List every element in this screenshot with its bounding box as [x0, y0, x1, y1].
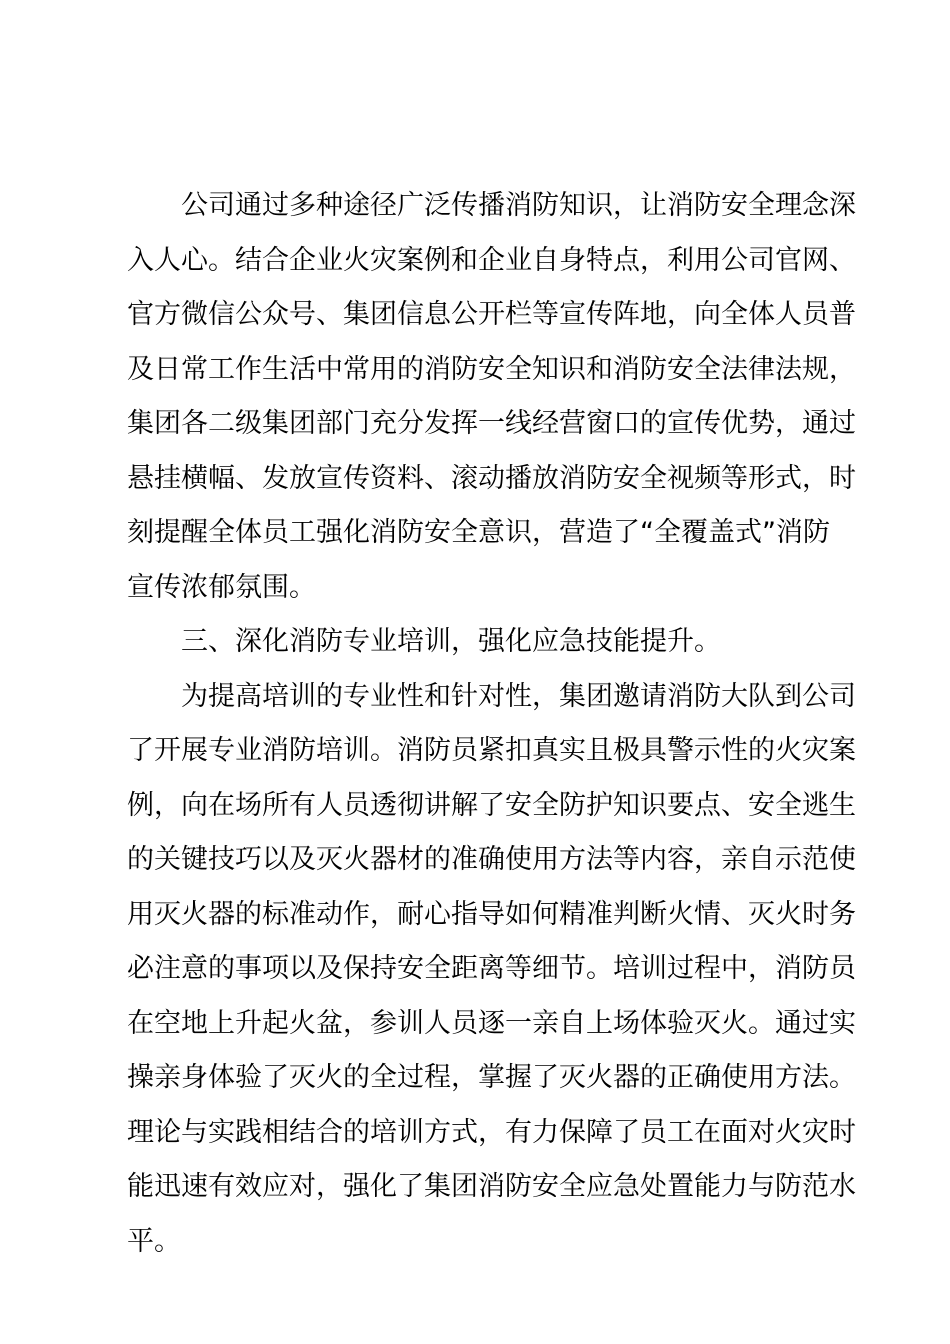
paragraph-line: 的关键技巧以及灭火器材的准确使用方法等内容，亲自示范使: [127, 844, 856, 875]
paragraph-line: 操亲身体验了灭火的全过程，掌握了灭火器的正确使用方法。: [127, 1062, 856, 1093]
paragraph-line: 公司通过多种途径广泛传播消防知识，让消防安全理念深: [181, 190, 856, 221]
paragraph-training: [127, 670, 856, 1270]
paragraph-line: 用灭火器的标准动作，耐心指导如何精准判断火情、灭火时务: [127, 898, 856, 930]
paragraph-line: 理论与实践相结合的培训方式，有力保障了员工在面对火灾时: [127, 1116, 856, 1148]
paragraph-line: 入人心。结合企业火灾案例和企业自身特点，利用公司官网、: [127, 244, 856, 276]
document-body: [127, 179, 856, 1269]
paragraph-line: 官方微信公众号、集团信息公开栏等宣传阵地，向全体人员普: [127, 299, 856, 330]
paragraph-publicity: [127, 179, 856, 615]
paragraph-line: 必注意的事项以及保持安全距离等细节。培训过程中，消防员: [127, 953, 856, 984]
paragraph-line: 刻提醒全体员工强化消防安全意识，营造了“全覆盖式”消防: [127, 517, 830, 548]
paragraph-line: 了开展专业消防培训。消防员紧扣真实且极具警示性的火灾案: [127, 735, 856, 766]
paragraph-line: 能迅速有效应对，强化了集团消防安全应急处置能力与防范水: [127, 1171, 856, 1202]
paragraph-line: 悬挂横幅、发放宣传资料、滚动播放消防安全视频等形式，时: [127, 462, 856, 494]
paragraph-line: 例，向在场所有人员透彻讲解了安全防护知识要点、安全逃生: [127, 789, 856, 821]
paragraph-line: 为提高培训的专业性和针对性，集团邀请消防大队到公司: [181, 680, 856, 712]
paragraph-line: 及日常工作生活中常用的消防安全知识和消防安全法律法规，: [127, 353, 856, 385]
paragraph-line: 集团各二级集团部门充分发挥一线经营窗口的宣传优势，通过: [127, 408, 856, 439]
section-heading-3: 三、深化消防专业培训，强化应急技能提升。: [181, 626, 721, 657]
paragraph-line: 平。: [127, 1225, 181, 1257]
paragraph-line: 宣传浓郁氛围。: [127, 571, 316, 603]
paragraph-line: 在空地上升起火盆，参训人员逐一亲自上场体验灭火。通过实: [127, 1007, 856, 1039]
